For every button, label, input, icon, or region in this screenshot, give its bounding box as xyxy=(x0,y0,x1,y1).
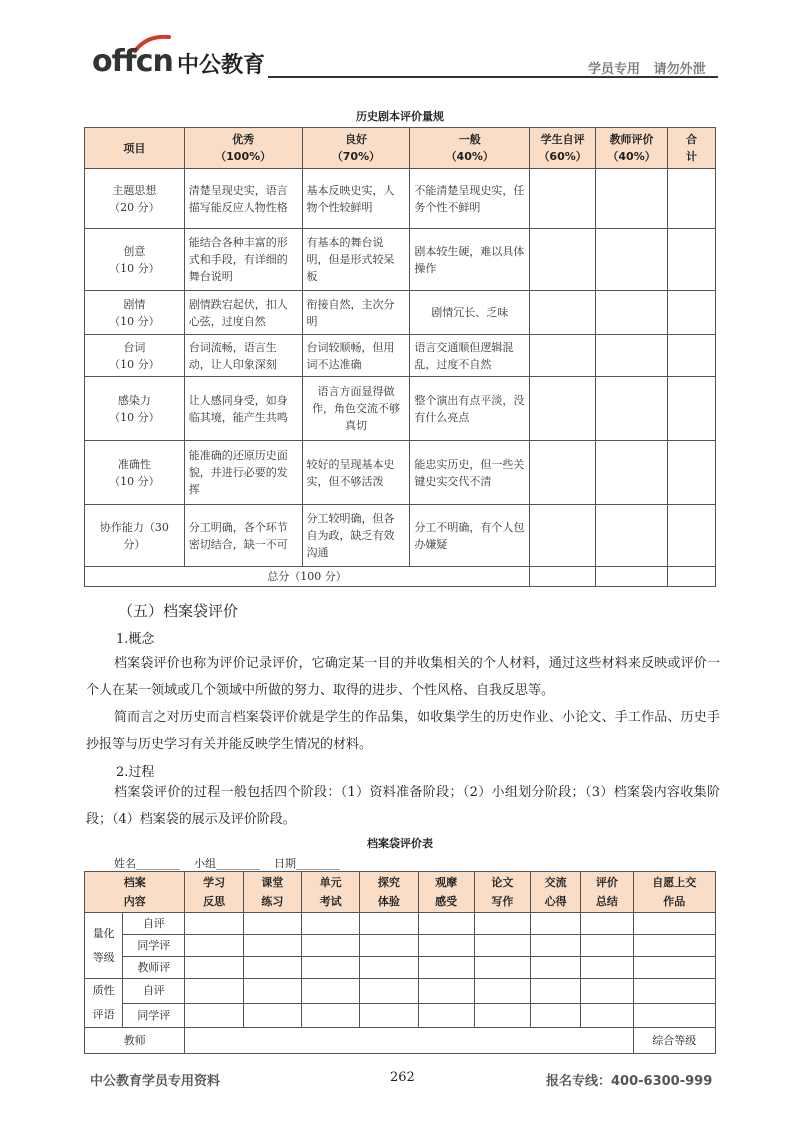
rubric-item: 协作能力（30 分） xyxy=(85,505,185,567)
excellent-cell: 让人感同身受，如身临其境，能产生共鸣 xyxy=(184,377,302,441)
total-cell xyxy=(668,335,716,377)
group-label-quantitative: 量化等级 xyxy=(85,913,123,979)
paragraph: 档案袋评价的过程一般包括四个阶段：（1）资料准备阶段；（2）小组划分阶段；（3）档案袋内容收集阶段；（4）档案袋的展示及评价阶段。 xyxy=(86,785,720,827)
table-row xyxy=(85,169,716,229)
paragraph: 简而言之对历史而言档案袋评价就是学生的作品集，如收集学生的历史作业、小论文、手工作品、历史手抄报等与历史学习有关并能反映学生情况的材料。 xyxy=(86,710,720,752)
table-row xyxy=(85,957,716,979)
column-header: 交流 心得 xyxy=(531,872,581,913)
page-number: 262 xyxy=(390,1070,415,1085)
header-good: 良好 （70%） xyxy=(302,128,410,169)
column-header: 学习 反思 xyxy=(185,872,243,913)
teacher-eval-cell xyxy=(596,229,668,291)
teacher-eval-cell xyxy=(596,377,668,441)
column-header: 探究 体验 xyxy=(360,872,418,913)
header-self-eval: 学生自评 （60%） xyxy=(530,128,596,169)
teacher-eval-cell xyxy=(596,335,668,377)
header-fair: 一般 （40%） xyxy=(410,128,530,169)
column-header: 评价 总结 xyxy=(581,872,633,913)
self-eval-cell xyxy=(530,377,596,441)
teacher-eval-cell xyxy=(596,567,668,587)
table-row xyxy=(85,505,716,567)
total-cell xyxy=(668,505,716,567)
rubric-table xyxy=(84,127,716,587)
total-cell xyxy=(668,441,716,505)
fair-cell: 整个演出有点平淡，没有什么亮点 xyxy=(410,377,530,441)
rubric-item: 感染力 （10 分） xyxy=(85,377,185,441)
header-item: 项目 xyxy=(85,128,185,169)
table-row xyxy=(85,1028,716,1054)
self-eval-cell xyxy=(530,441,596,505)
subheading-process: 2.过程 xyxy=(116,765,155,780)
table-row xyxy=(85,935,716,957)
total-cell xyxy=(668,291,716,335)
logo-brand-name: 中公教育 xyxy=(177,53,266,78)
total-cell xyxy=(668,169,716,229)
excellent-cell: 台词流畅，语言生动，让人印象深刻 xyxy=(184,335,302,377)
footer-hotline: 报名专线：400-6300-999 xyxy=(546,1074,713,1089)
rubric-header-row xyxy=(85,128,716,169)
teacher-eval-cell xyxy=(596,169,668,229)
excellent-cell: 能准确的还原历史面貌，并进行必要的发挥 xyxy=(184,441,302,505)
fair-cell: 剧本较生硬，难以具体操作 xyxy=(410,229,530,291)
corner-header: 档案 内容 xyxy=(85,872,185,913)
good-cell: 衔接自然，主次分明 xyxy=(302,291,410,335)
fair-cell: 不能清楚呈现史实，任务个性不鲜明 xyxy=(410,169,530,229)
table-row xyxy=(85,1003,716,1028)
rubric-item: 创意 （10 分） xyxy=(85,229,185,291)
group-label-qualitative: 质性评语 xyxy=(85,979,123,1028)
row-label: 自评 xyxy=(123,913,185,935)
row-label: 教师评 xyxy=(123,957,185,979)
fair-cell: 剧情冗长、乏味 xyxy=(410,291,530,335)
good-cell: 基本反映史实，人物个性较鲜明 xyxy=(302,169,410,229)
good-cell: 台词较顺畅，但用词不达准确 xyxy=(302,335,410,377)
self-eval-cell xyxy=(530,505,596,567)
table-row xyxy=(85,979,716,1004)
excellent-cell: 剧情跌宕起伏，扣人心弦，过度自然 xyxy=(184,291,302,335)
header-excellent: 优秀 （100%） xyxy=(184,128,302,169)
column-header: 单元 考试 xyxy=(301,872,359,913)
rubric-title: 历史剧本评价量规 xyxy=(356,110,444,123)
fair-cell: 语言交通顺但逻辑混乱，过度不自然 xyxy=(410,335,530,377)
row-label: 同学评 xyxy=(123,935,185,957)
good-cell: 较好的呈现基本史实，但不够活泼 xyxy=(302,441,410,505)
section-heading: （五）档案袋评价 xyxy=(118,602,239,620)
rubric-item: 剧情 （10 分） xyxy=(85,291,185,335)
subheading-concept: 1.概念 xyxy=(116,632,155,647)
footer-brand: 中公教育学员专用资料 xyxy=(90,1074,221,1089)
paragraph: 档案袋评价也称为评价记录评价，它确定某一目的并收集相关的个人材料，通过这些材料来反映或评价一个人在某一领域或几个领域中所做的努力、取得的进步、个性风格、自我反思等。 xyxy=(86,656,720,698)
logo-wordmark: offcn xyxy=(92,44,173,79)
row-label: 自评 xyxy=(123,979,185,1004)
fair-cell: 分工不明确，有个人包办嫌疑 xyxy=(410,505,530,567)
good-cell: 有基本的舞台说明，但是形式较呆板 xyxy=(302,229,410,291)
total-row xyxy=(85,567,716,587)
excellent-cell: 分工明确，各个环节密切结合，缺一不可 xyxy=(184,505,302,567)
table-row xyxy=(85,291,716,335)
header-notice: 学员专用 请勿外泄 xyxy=(588,62,706,77)
portfolio-title: 档案袋评价表 xyxy=(367,837,433,850)
table-row xyxy=(85,441,716,505)
column-header: 观摩 感受 xyxy=(418,872,474,913)
header-teacher-eval: 教师评价 （40%） xyxy=(596,128,668,169)
excellent-cell: 清楚呈现史实，语言描写能反应人物性格 xyxy=(184,169,302,229)
rubric-item: 台词 （10 分） xyxy=(85,335,185,377)
column-header: 课堂 练习 xyxy=(243,872,301,913)
self-eval-cell xyxy=(530,567,596,587)
teacher-label: 教师 xyxy=(85,1028,185,1054)
row-label: 同学评 xyxy=(123,1003,185,1028)
self-eval-cell xyxy=(530,335,596,377)
portfolio-meta: 姓名________ 小组________ 日期________ xyxy=(114,857,340,870)
portfolio-header-row xyxy=(85,872,716,913)
table-row xyxy=(85,229,716,291)
teacher-eval-cell xyxy=(596,505,668,567)
table-row xyxy=(85,335,716,377)
column-header: 论文 写作 xyxy=(474,872,530,913)
excellent-cell: 能结合各种丰富的形式和手段，有详细的舞台说明 xyxy=(184,229,302,291)
total-label: 总分（100 分） xyxy=(85,567,530,587)
table-row xyxy=(85,377,716,441)
column-header: 自愿上交 作品 xyxy=(633,872,715,913)
rubric-item: 准确性 （10 分） xyxy=(85,441,185,505)
self-eval-cell xyxy=(530,291,596,335)
good-cell: 语言方面显得做作，角色交流不够真切 xyxy=(302,377,410,441)
portfolio-table xyxy=(84,871,716,1054)
overall-grade-label: 综合等级 xyxy=(633,1028,715,1054)
fair-cell: 能忠实历史，但一些关键史实交代不清 xyxy=(410,441,530,505)
teacher-eval-cell xyxy=(596,291,668,335)
total-cell xyxy=(668,377,716,441)
teacher-eval-cell xyxy=(596,441,668,505)
total-cell xyxy=(668,567,716,587)
total-cell xyxy=(668,229,716,291)
good-cell: 分工较明确，但各自为政，缺乏有效沟通 xyxy=(302,505,410,567)
header-total: 合计 xyxy=(668,128,716,169)
rubric-item: 主题思想 （20 分） xyxy=(85,169,185,229)
table-row xyxy=(85,913,716,935)
self-eval-cell xyxy=(530,169,596,229)
self-eval-cell xyxy=(530,229,596,291)
